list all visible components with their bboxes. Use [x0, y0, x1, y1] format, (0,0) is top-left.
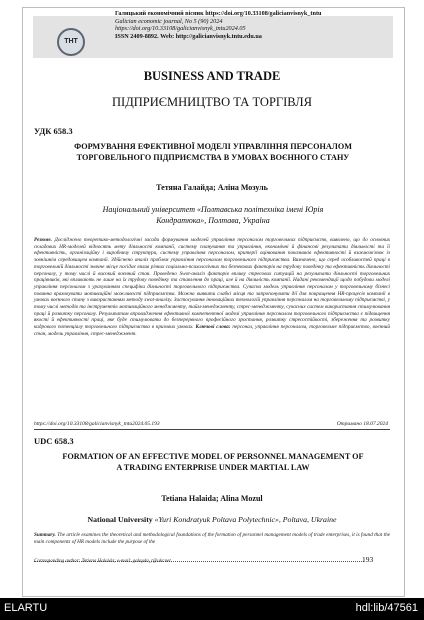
header-line4: ISSN 2409-8892. Web: http://galicianvisnyk.tntu.edu.ua: [115, 32, 262, 40]
udc-code: UDC 658.3: [34, 436, 74, 446]
affiliation-org: National University: [87, 515, 153, 524]
affiliation-en: [0, 515, 424, 524]
journal-header-text: [115, 10, 385, 40]
received-date: Отримано 18.07.2024: [336, 421, 388, 427]
summary-en: [34, 532, 390, 545]
journal-logo: [57, 28, 85, 56]
section-divider: [34, 429, 390, 430]
header-line2: Galician economic journal, No 5 (90) 2024: [115, 17, 223, 25]
header-line3: https://doi.org/10.33108/galicianvisnyk_tntu2024.05: [115, 25, 246, 32]
affiliation-uk: Національний університет «Полтавська політехніка імені Юрія Кондратюка», Полтава, Україна: [102, 205, 324, 225]
article-title-en: FORMATION OF AN EFFECTIVE MODEL OF PERSONNEL MANAGEMENT OF A TRADING ENTERPRISE UNDER MARTIAL LAW: [62, 452, 364, 472]
keywords-text: персонал, управління персоналом, торговельне підприємство, воєнний стан, модель управління, стрес-менеджмент.: [34, 324, 390, 337]
article-title-uk: ФОРМУВАННЯ ЕФЕКТИВНОЇ МОДЕЛІ УПРАВЛІННЯ ПЕРСОНАЛОМ ТОРГОВЕЛЬНОГО ПІДПРИЄМСТВА В УМОВАХ ВОЄННОГО СТАНУ: [74, 142, 352, 162]
section-title-en: BUSINESS AND TRADE: [143, 69, 281, 83]
page-number: 193: [362, 555, 374, 564]
repository-name: ELARTU: [4, 602, 48, 614]
abstract-text: Досліджено теоретико-методологічні засади формування моделей управління персоналом торговельних підприємств, виявлено, що до основних складових HR-моделей відносять мету діяльності компанії, систему планування та управління, економічні й фінансові результати діяльності та її ефективність, організаційну і виробничу структури, систему управління персоналом, критерії оцінювання показників ефективності й взаємозв'язок із зовнішнім середовищем компанії. Здійснено аналіз проблем управління персоналом торговельного підприємства. Визначено, що серед особливостей праці в торговельній діяльності значне місце посідає вплив різних соціально-психологічних та безпекових факторів на трудову поведінку та ефективність діяльності персоналу, у тому числі й високий воєнний стан. Проведено Swot-аналіз факторів впливу стресових ситуацій на результати діяльності торговельних працівників, які впливають не лише на їх трудову поведінку та ставлення до праці, але й на діяльність компанії. Надані рекомендації щодо побудови моделі управління персоналом з урахуванням специфіки діяльності торговельного підприємства. Сучасна модель управління персоналом у торговельному бізнесі повинна враховувати мотиваційні можливості підприємства. Можна виявити слабкі місця та запропонувати дії для покращення HR-процесів компанії в умовах воєнного стану з використанням методу swot-аналізу. Застосування інноваційних технологій управління персоналом на торговельному підприємстві, у тому числі методів та інструментів мотиваційного менеджменту, тайм-менеджменту, стрес-менеджменту, сучасних систем використання стимулювання праці й розвитку персоналу. Результатом впровадження ефективної компетентної моделі управління персоналом торговельного підприємства є підвищення якості й ефективності праці, яке буде стимулювати до безперервного професійного зростання, розвитку стресостійкості, збереження та розвитку кадрового потенціалу торговельного підприємства в кризових умовах.: [34, 237, 390, 331]
viewer-bottom-bar: [0, 598, 424, 620]
abstract-label: Резюме.: [34, 237, 52, 243]
summary-label: Summary.: [34, 532, 56, 538]
logo-text: ТНТ: [64, 38, 78, 45]
header-line1: Галицький економічний вісник https://doi.org/10.33108/galicianvisnyk_tntu: [115, 10, 322, 17]
udk-code: УДК 658.3: [34, 126, 73, 136]
corresponding-author: Corresponding author: Tetiana Halaida; e-mail: galayda_t@ukr.net: [34, 559, 171, 564]
authors-uk: Тетяна Галайда; Аліна Мозуль: [156, 183, 268, 192]
keywords-label: Ключові слова:: [195, 324, 231, 331]
abstract-uk: [34, 237, 390, 338]
authors-en: Tetiana Halaida; Alina Mozul: [161, 494, 263, 503]
summary-text: The article examines the theoretical and methodological foundations of the formation of personnel management models of trade enterprises, it is found that the main components of HR models include the purpose of the: [34, 532, 390, 545]
affiliation-rest: «Yuri Kondratyuk Poltava Polytechnic», Poltava, Ukraine: [154, 515, 337, 524]
doi-link[interactable]: https://doi.org/10.33108/galicianvisnyk_tntu2024.05.193: [34, 421, 160, 427]
handle-id: hdl:lib/47561: [355, 602, 418, 614]
section-title-uk: ПІДПРИЄМНИЦТВО ТА ТОРГІВЛЯ: [112, 95, 312, 109]
